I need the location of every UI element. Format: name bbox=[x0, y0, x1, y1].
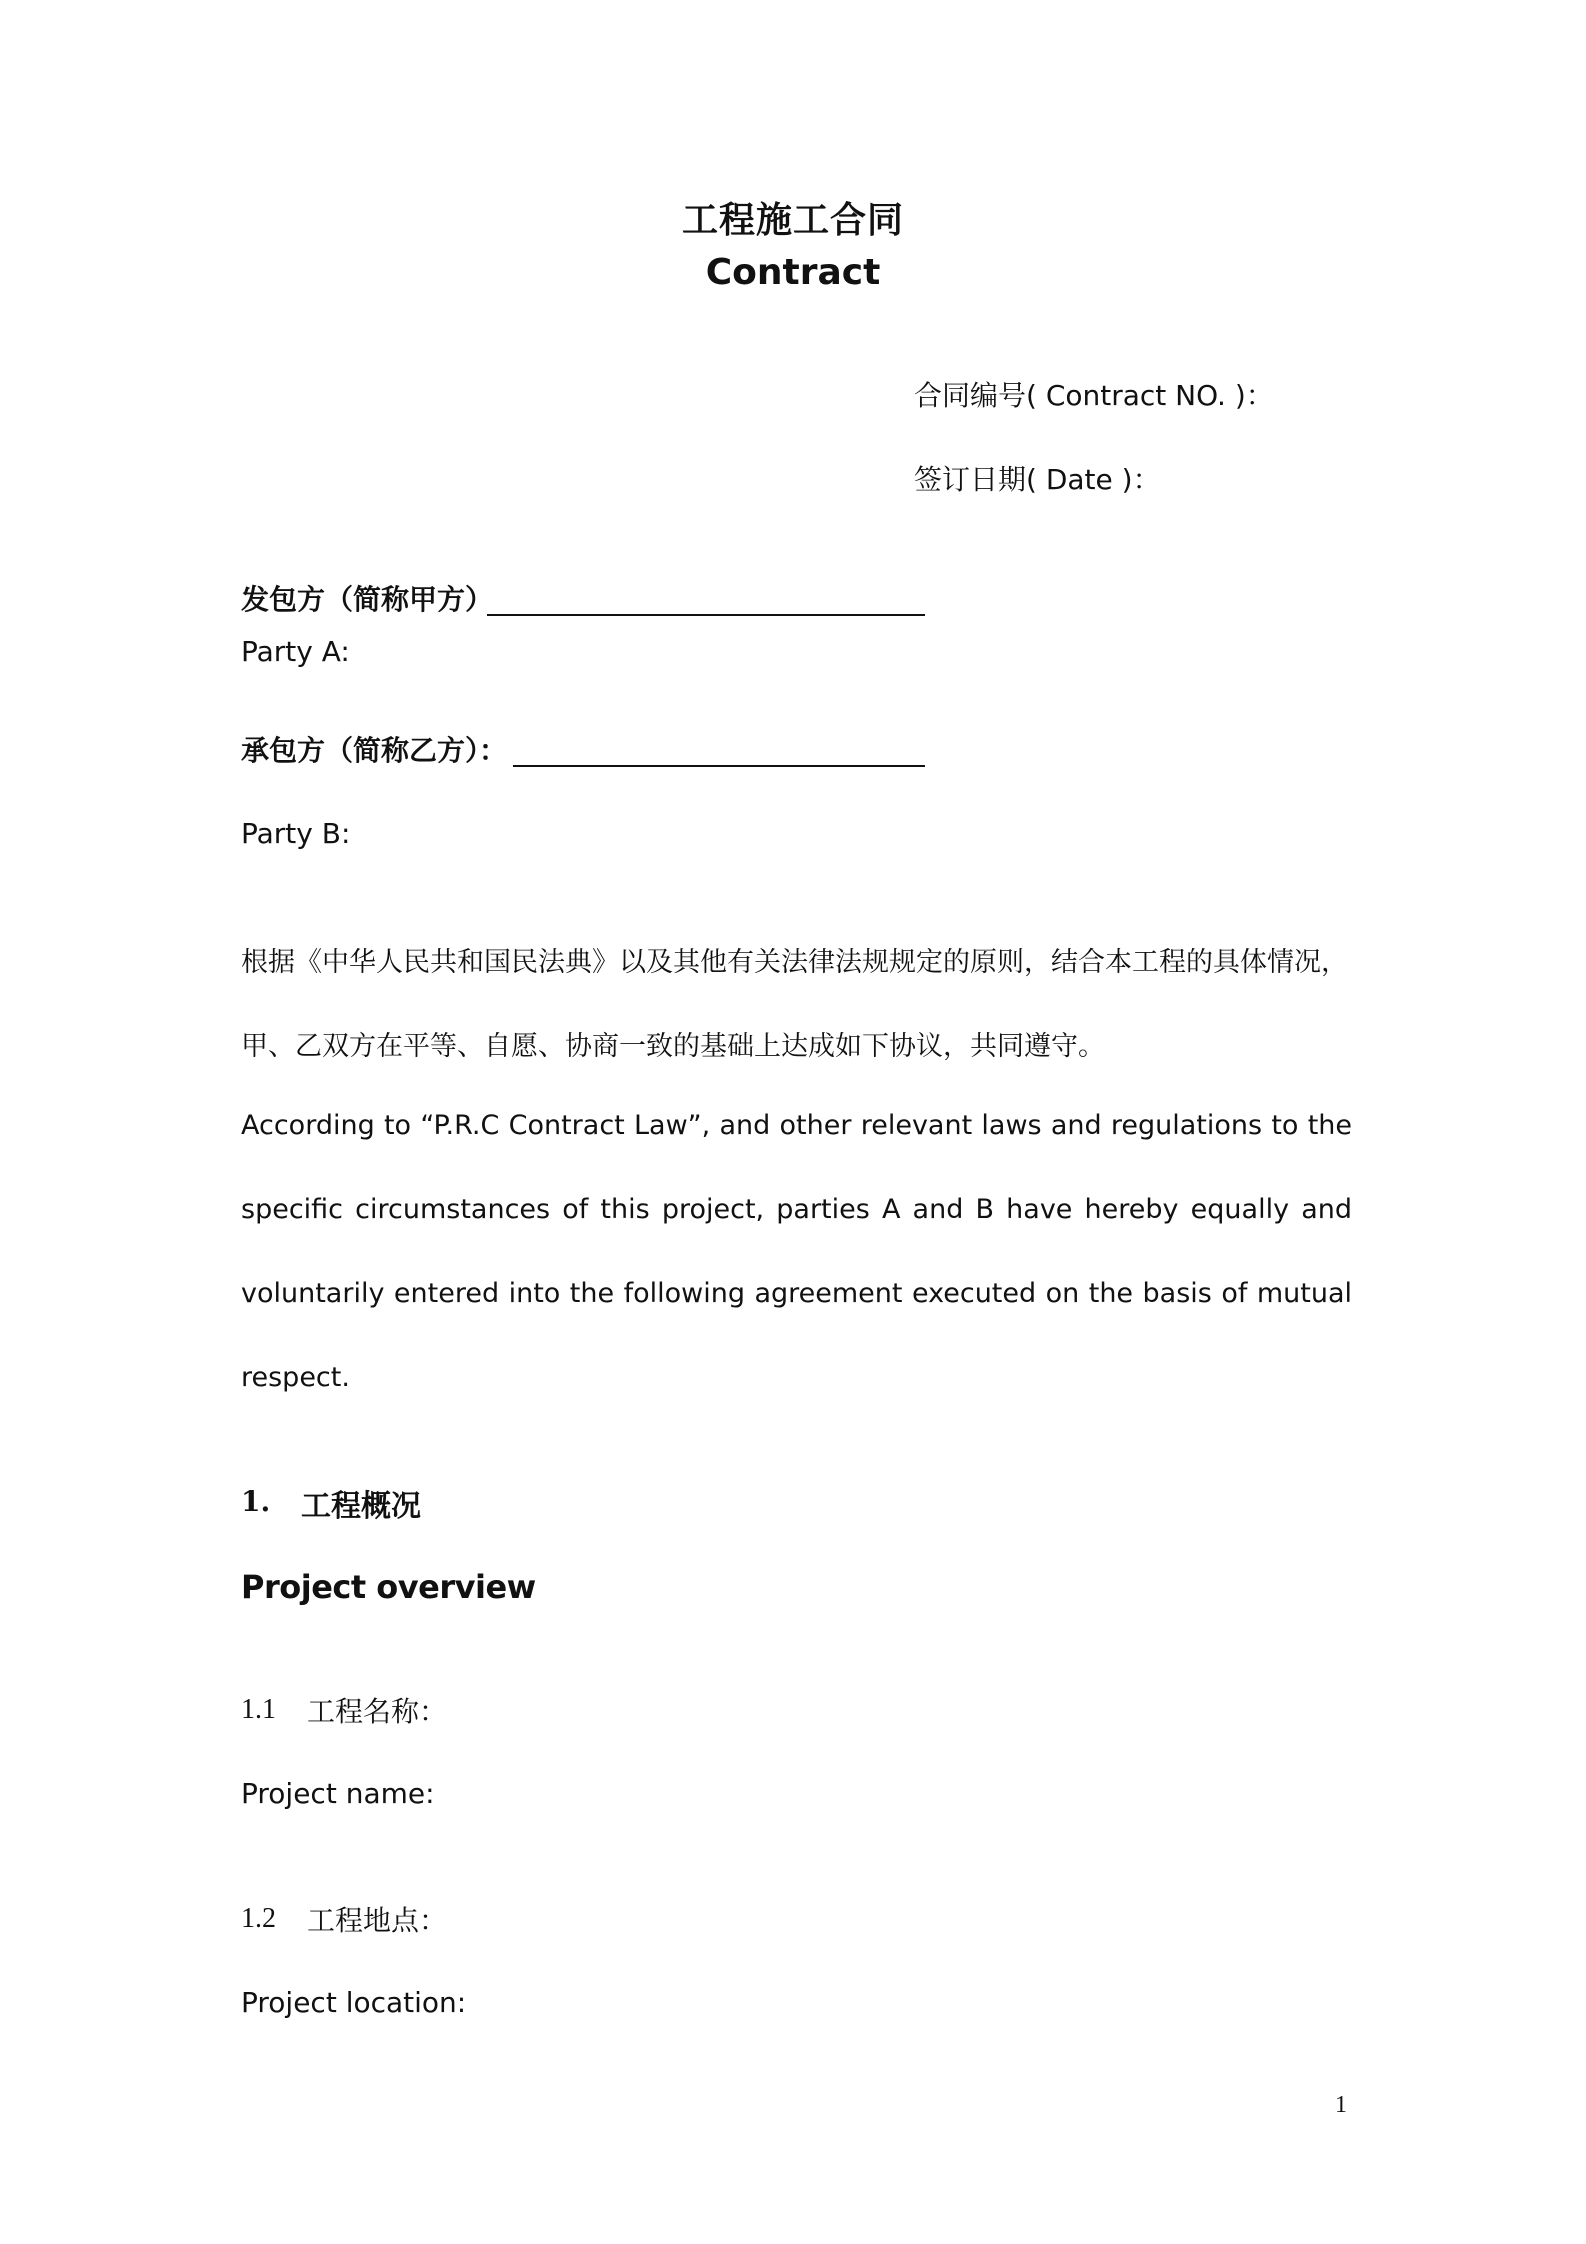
item-1-2-label-cn: 工程地点： bbox=[307, 1904, 448, 1937]
section-1-title-cn: 工程概况 bbox=[301, 1489, 421, 1524]
preamble-cn-line-2: 甲、乙双方在平等、自愿、协商一致的基础上达成如下协议，共同遵守。 bbox=[241, 1031, 1105, 1062]
preamble-en-line-1: According to “P.R.C Contract Law”, and other relevant laws and regulations to the bbox=[241, 1110, 1352, 1141]
preamble-en-line-3: voluntarily entered into the following agreement executed on the basis of mutual bbox=[241, 1278, 1352, 1309]
party-a-label-cn: 发包方（简称甲方） bbox=[241, 583, 494, 616]
party-b-label-en: Party B: bbox=[241, 817, 351, 850]
preamble-cn-line-1: 根据《中华人民共和国民法典》以及其他有关法律法规规定的原则，结合本工程的具体情况， bbox=[241, 947, 1348, 978]
item-1-2-label-en: Project location: bbox=[241, 1986, 467, 2019]
preamble-en-line-2: specific circumstances of this project, parties A and B have hereby equally and bbox=[241, 1194, 1352, 1225]
party-a-label-en: Party A: bbox=[241, 635, 350, 668]
section-1-number: 1. bbox=[241, 1485, 271, 1518]
document-title-en: Contract bbox=[705, 252, 881, 293]
item-1-1-label-cn: 工程名称： bbox=[307, 1695, 448, 1728]
party-b-fill-line bbox=[513, 765, 925, 767]
item-1-1-number: 1.1 bbox=[241, 1694, 276, 1725]
page-number: 1 bbox=[1335, 2092, 1347, 2118]
party-a-fill-line bbox=[487, 614, 925, 616]
item-1-2-number: 1.2 bbox=[241, 1903, 276, 1934]
contract-date-label: 签订日期( Date )： bbox=[914, 463, 1161, 496]
party-b-label-cn: 承包方（简称乙方）： bbox=[241, 734, 508, 767]
preamble-en-line-4: respect. bbox=[241, 1362, 350, 1393]
contract-number-label: 合同编号( Contract NO. )： bbox=[914, 379, 1274, 412]
section-1-title-en: Project overview bbox=[241, 1568, 536, 1606]
item-1-1-label-en: Project name: bbox=[241, 1777, 435, 1810]
document-title-cn: 工程施工合同 bbox=[681, 200, 904, 241]
